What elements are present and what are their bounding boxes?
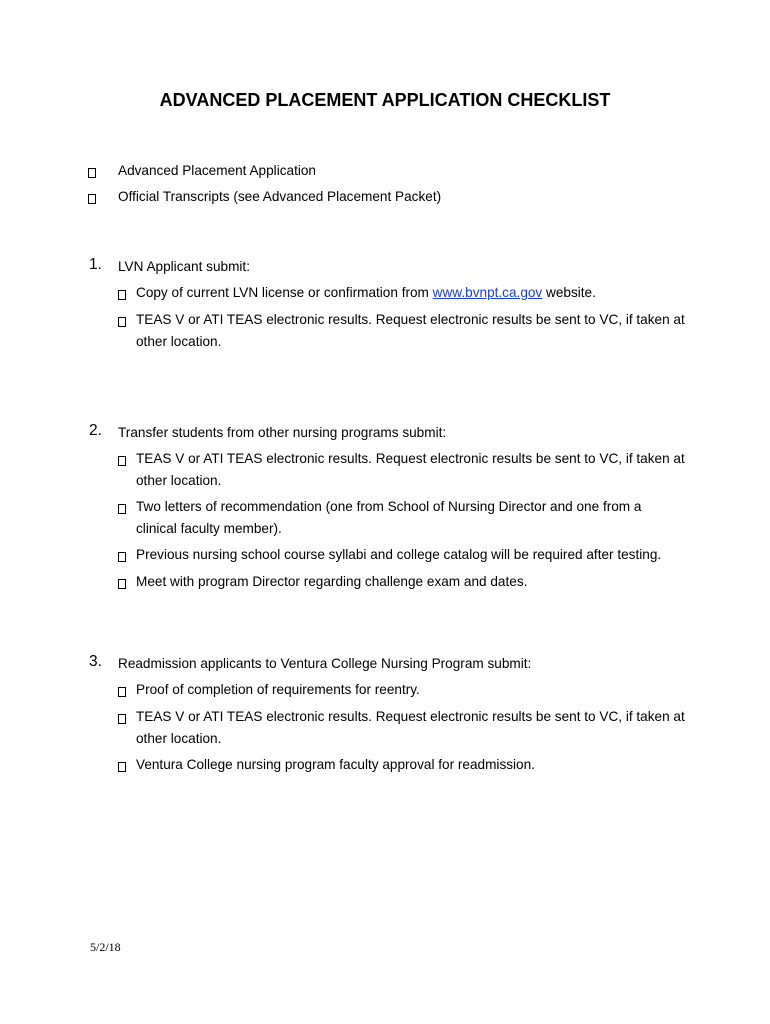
checklist-item-application: Advanced Placement Application — [118, 163, 316, 178]
bvnpt-link[interactable]: www.bvnpt.ca.gov — [432, 285, 543, 300]
checklist-item — [136, 285, 596, 300]
checklist-item-continued: other location. — [136, 334, 222, 349]
checklist-item-transcripts: Official Transcripts (see Advanced Placement Packet) — [118, 189, 442, 204]
section-number: 3. — [89, 653, 102, 670]
checklist-item: Ventura College nursing program faculty approval for readmission. — [136, 757, 535, 772]
checkbox[interactable] — [118, 576, 126, 591]
checkbox[interactable] — [88, 165, 96, 180]
checkbox[interactable] — [118, 287, 126, 302]
checkbox[interactable] — [118, 501, 126, 516]
checklist-item: Previous nursing school course syllabi and college catalog will be required after testing. — [136, 547, 662, 562]
checkbox[interactable] — [118, 759, 126, 774]
checkbox[interactable] — [88, 191, 96, 206]
checklist-item: TEAS V or ATI TEAS electronic results. Request electronic results be sent to VC, if taken at — [136, 709, 685, 724]
checklist-item-continued: other location. — [136, 473, 222, 488]
item-text: Copy of current LVN license or confirmation from — [136, 285, 433, 300]
section-number: 1. — [89, 256, 102, 273]
checkbox[interactable] — [118, 711, 126, 726]
checkbox[interactable] — [118, 684, 126, 699]
footer-date: 5/2/18 — [90, 940, 121, 954]
checklist-item: TEAS V or ATI TEAS electronic results. Request electronic results be sent to VC, if taken at — [136, 451, 685, 466]
checklist-item: Meet with program Director regarding challenge exam and dates. — [136, 574, 528, 589]
checkbox[interactable] — [118, 549, 126, 564]
checklist-item-continued: other location. — [136, 731, 222, 746]
section-heading: LVN Applicant submit: — [118, 259, 250, 274]
checklist-item: TEAS V or ATI TEAS electronic results. Request electronic results be sent to VC, if taken at — [136, 312, 685, 327]
checklist-item: Two letters of recommendation (one from School of Nursing Director and one from a — [136, 499, 642, 514]
section-heading: Transfer students from other nursing programs submit: — [118, 425, 447, 440]
section-number: 2. — [89, 422, 102, 439]
section-heading: Readmission applicants to Ventura College Nursing Program submit: — [118, 656, 532, 671]
checkbox[interactable] — [118, 314, 126, 329]
checklist-item-continued: clinical faculty member). — [136, 521, 282, 536]
item-text: website. — [542, 285, 596, 300]
checkbox[interactable] — [118, 453, 126, 468]
page-title: ADVANCED PLACEMENT APPLICATION CHECKLIST — [159, 90, 611, 110]
checklist-item: Proof of completion of requirements for reentry. — [136, 682, 420, 697]
